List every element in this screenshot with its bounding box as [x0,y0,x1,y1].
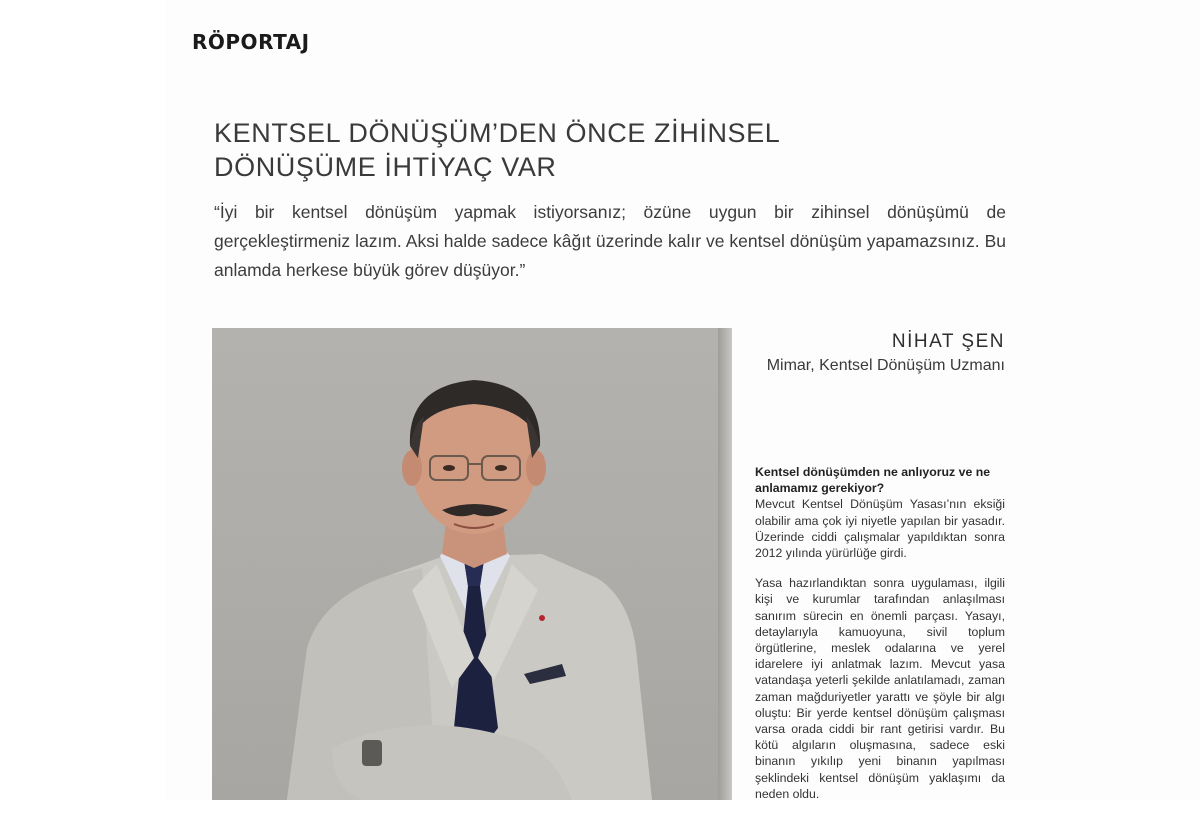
portrait-photo [212,328,732,800]
page-gutter [0,0,160,800]
article-body [755,464,1005,816]
author-name: NİHAT ŞEN [891,331,1005,352]
headline-line-1: KENTSEL DÖNÜŞÜM’DEN ÖNCE ZİHİNSEL [214,118,781,148]
photo-edge [718,328,732,800]
interview-question: Kentsel dönüşümden ne anlıyoruz ve ne anlamamız gerekiyor? [755,465,991,496]
lead-quote: “İyi bir kentsel dönüşüm yapmak istiyorsanız; özüne uygun bir zihinsel dönüşümü de gerçekleştirmeniz lazım. Aksi halde sadece kâğıt üzerinde kalır ve kentsel dönüşüm yapamazsınız. Bu anlamda herkese büyük görev düşüyor.” [214,202,1006,280]
headline-line-2: DÖNÜŞÜME İHTİYAÇ VAR [214,152,557,182]
section-label: RÖPORTAJ [192,30,310,54]
author-role: Mimar, Kentsel Dönüşüm Uzmanı [766,357,1005,374]
article-paragraph-1: Mevcut Kentsel Dönüşüm Yasası’nın eksiği olabilir ama çok iyi niyetle yapılan bir yasadır. Üzerinde ciddi çalışmalar yapıldıktan sonra 2012 yılında yürürlüğe girdi. [755,497,1005,561]
byline [767,330,1005,378]
headline [214,116,1014,184]
article-paragraph-2: Yasa hazırlandıktan sonra uygulaması, ilgili kişi ve kurumlar tarafından anlaşılması sanırım sürecin en önemli parçası. Yasayı, detaylarıyla kamuoyuna, sivil toplum örgütlerine, meslek odalarına ve yerel idarelere iyi anlatmak lazım. Mevcut yasa vatandaşa yeterli şekilde anlatılamadı, zaman zaman mağduriyetler yarattı ve şöyle bir algı oluştu: Bir yerde kentsel dönüşüm çalışması varsa orada ciddi bir rant getirisi vardır. Bu kötü algıların oluşmasına, sadece eski binanın yıkılıp yeni binanın yapılması şeklindeki kentsel dönüşüm yaklaşımı da neden oldu. [755,576,1005,801]
portrait-illustration [212,328,732,800]
